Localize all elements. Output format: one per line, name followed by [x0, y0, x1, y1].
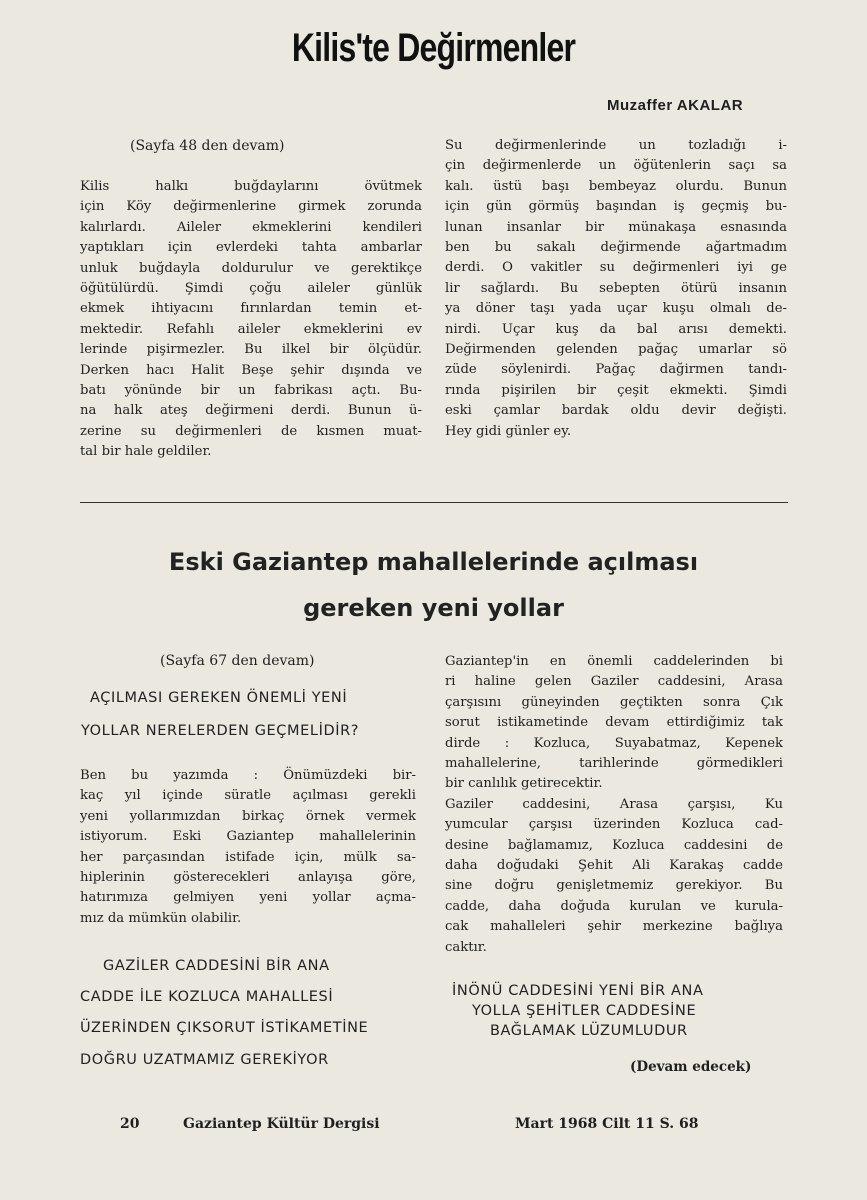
text-line: hatırımıza gelmiyen yeni yollar açma- — [80, 890, 416, 906]
text-line: rında pişirilen bir çeşit ekmekti. Şimdi — [445, 382, 787, 398]
text-line: öğütülürdü. Şimdi çoğu aileler günlük — [80, 281, 422, 297]
page-number: 20 — [120, 1116, 140, 1132]
text-line: ekmek ihtiyacını fırınlardan temin et- — [80, 301, 422, 317]
text-line: mız da mümkün olabilir. — [80, 910, 242, 926]
text-line: eski çamlar bardak oldu devir değişti. — [445, 403, 787, 419]
text-line: tal bir hale geldiler. — [80, 444, 212, 460]
article2-title-line1: Eski Gaziantep mahallelerinde açılması — [168, 548, 699, 576]
text-line: kaç yıl içinde süratle açılması gerekli — [80, 788, 416, 804]
article1-right-column — [445, 136, 787, 442]
text-line: Ben bu yazımda : Önümüzdeki bir- — [80, 768, 416, 783]
text-line: mektedir. Refahlı aileler ekmeklerini ev — [80, 321, 422, 337]
text-line: zerine su değirmenleri de kısmen muat- — [80, 423, 422, 439]
text-line: batı yönünde bir un fabrikası açtı. Bu- — [80, 383, 422, 399]
text-line: Su değirmenlerinde un tozladığı i- — [445, 138, 787, 153]
text-line: caktır. — [445, 939, 487, 955]
text-line: ben bu sakalı değirmende ağartmadım — [445, 240, 787, 256]
text-line: Gaziantep'in en önemli caddelerinden bi — [445, 654, 783, 669]
text-line: sine doğru genişletmemiz gerekiyor. Bu — [445, 878, 783, 894]
text-line: her parçasından istifade için, mülk sa- — [80, 849, 416, 865]
text-line: derdi. O vakitler su değirmenleri iyi ge — [445, 260, 787, 276]
text-line: yumcular çarşısı üzerinden Kozluca cad- — [445, 817, 783, 833]
magazine-name: Gaziantep Kültür Dergisi — [183, 1116, 380, 1132]
text-line: lerinde pişirmezler. Bu ilkel bir ölçüdür. — [80, 342, 422, 358]
text-line: kalı. üstü başı bembeyaz olurdu. Bunun — [445, 178, 787, 194]
text-line: için gün görmüş başından iş geçmiş bu- — [445, 199, 787, 215]
text-line: Hey gidi günler ey. — [445, 423, 572, 439]
heading-line: CADDE İLE KOZLUCA MAHALLESİ — [80, 989, 334, 1005]
text-line: züde söylenirdi. Pağaç dağirmen tandı- — [445, 362, 787, 378]
text-line: mahallelerine, tarihlerinde görmedikleri — [445, 756, 783, 772]
text-line: unluk buğdayla doldurulur ve gerektikçe — [80, 260, 422, 276]
text-line: ya döner taşı yada uçar kuşu olmalı de- — [445, 301, 787, 317]
article1-title: Kilis'te Değirmenler — [291, 26, 576, 70]
text-line: Kilis halkı buğdaylarını övütmek — [80, 179, 422, 194]
section-divider — [80, 502, 788, 503]
article2-heading1-line1: AÇILMASI GEREKEN ÖNEMLİ YENİ — [90, 690, 348, 706]
article2-continuation: (Sayfa 67 den devam) — [160, 653, 315, 669]
heading-line: ÜZERİNDEN ÇIKSORUT İSTİKAMETİNE — [80, 1020, 369, 1036]
text-line: desine bağlamamız, Kozluca caddesini de — [445, 837, 783, 853]
text-line: hiplerinin gösterecekleri anlayışa göre, — [80, 870, 416, 886]
text-line: lunan insanlar bir münakaşa esnasında — [445, 219, 787, 235]
to-be-continued: (Devam edecek) — [630, 1059, 752, 1075]
text-line: Değirmenden gelenden pağaç umarlar sö — [445, 342, 787, 358]
heading-line: GAZİLER CADDESİNİ BİR ANA — [103, 958, 330, 974]
text-line: çarşısını güneyinden geçtikten sonra Çık — [445, 694, 783, 710]
text-line: sorut istikametinde devam ettirdiğimiz tak — [445, 715, 783, 731]
text-line: daha doğudaki Şehit Ali Karakaş cadde — [445, 858, 783, 874]
text-line: için Köy değirmenlerine girmek zorunda — [80, 199, 422, 215]
heading-line: DOĞRU UZATMAMIZ GEREKİYOR — [80, 1052, 329, 1068]
article2-left-column — [80, 766, 416, 929]
article1-left-column — [80, 177, 422, 463]
text-line: dirde : Kozluca, Suyabatmaz, Kepenek — [445, 735, 783, 751]
heading-line: BAĞLAMAK LÜZUMLUDUR — [490, 1023, 688, 1039]
article1-author: Muzaffer AKALAR — [607, 97, 744, 114]
text-line: na halk ateş değirmeni derdi. Bunun ü- — [80, 403, 422, 419]
text-line: ri haline gelen Gaziler caddesini, Arasa — [445, 674, 783, 690]
text-line: nirdi. Uçar kuş da bal arısı demekti. — [445, 321, 787, 337]
issue-info: Mart 1968 Cilt 11 S. 68 — [515, 1116, 699, 1132]
heading-line: YOLLA ŞEHİTLER CADDESİNE — [472, 1003, 697, 1019]
article2-title-line2: gereken yeni yollar — [303, 594, 564, 622]
text-line: lir sağlardı. Bu sebepten ötürü insanın — [445, 280, 787, 296]
article2-heading1-line2: YOLLAR NERELERDEN GEÇMELİDİR? — [81, 723, 360, 739]
article1-continuation: (Sayfa 48 den devam) — [130, 138, 285, 154]
text-line: kalırlardı. Aileler ekmeklerini kendileri — [80, 219, 422, 235]
heading-line: İNÖNÜ CADDESİNİ YENİ BİR ANA — [452, 983, 704, 999]
text-line: istiyorum. Eski Gaziantep mahallelerinin — [80, 829, 416, 845]
text-line: cadde, daha doğuda kurulan ve kurula- — [445, 898, 783, 914]
text-line: bir canlılık getirecektir. — [445, 776, 603, 792]
text-line: çin değirmenlerde un öğütenlerin saçı sa — [445, 158, 787, 174]
text-line: cak mahalleleri şehir merkezine bağlıya — [445, 919, 783, 935]
text-line: yeni yollarımızdan birkaç örnek vermek — [80, 808, 416, 824]
text-line: Derken hacı Halit Beşe şehir dışında ve — [80, 362, 422, 378]
text-line: yaptıkları için evlerdeki tahta ambarlar — [80, 240, 422, 256]
text-line: Gaziler caddesini, Arasa çarşısı, Ku — [445, 796, 783, 812]
article2-right-column — [445, 652, 783, 958]
